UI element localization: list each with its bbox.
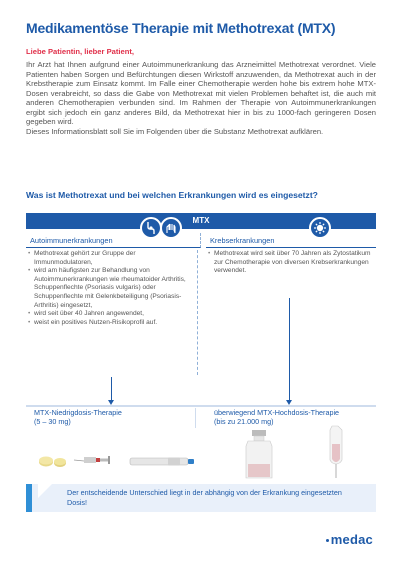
intro-paragraph-1: Ihr Arzt hat Ihnen aufgrund einer Autoimmunerkrankung das Arzneimittel Methotrexat verordnet. Viele Patienten haben Sorgen und Befürchtungen diesen Wirkstoff anzuwenden, da Methotrexat auch in der Krebstherapie zum Einsatz kommt. Im Falle einer Chemotherapie werden hohe bis extrem hohe MTX-Dosen verabreicht, so dass die Gabe von Methotrexat mit vielen Problemen behaftet ist, die auch mit anderen Chemotherapien verbunden sind. Im Rahmen der Therapie von Autoimmunerkrankungen ergibt sich jedoch ein ganz anderes Bild, da Methotrexat hier in bis zu 1000-fach geringeren Dosen gegeben wird. bbox=[26, 60, 376, 126]
intro-paragraph-2: Dieses Informationsblatt soll Sie im Folgenden über die Substanz Methotrexat aufklären. bbox=[26, 126, 324, 136]
key-difference-note bbox=[26, 484, 376, 512]
intro-text bbox=[26, 60, 376, 136]
autoimmune-point: • wird seit über 40 Jahren angewendet, bbox=[28, 310, 193, 319]
medac-logo bbox=[326, 532, 373, 547]
autoimmune-point: • Methotrexat gehört zur Gruppe der Immunmodulatoren, bbox=[28, 250, 193, 267]
logo-text: medac bbox=[330, 532, 373, 547]
therapy-divider bbox=[26, 405, 376, 407]
greeting: Liebe Patientin, lieber Patient, bbox=[26, 47, 135, 56]
product-illustrations bbox=[26, 424, 376, 480]
cancer-points bbox=[208, 250, 376, 276]
autoimmune-point: • wird am häufigsten zur Behandlung von Autoimmunerkrankungen wie rheumatoider Arthritis, Schuppenflechte (Psoriasis vulgaris) oder Schuppenflechte mit Gelenkbeteiligung (Psoriasis-Arthritis) eingesetzt, bbox=[28, 267, 193, 310]
mtx-label: MTX bbox=[192, 216, 210, 225]
section-question: Was ist Methotrexat und bei welchen Erkrankungen wird es eingesetzt? bbox=[26, 190, 318, 200]
low-dose-label: MTX-Niedrigdosis-Therapie bbox=[34, 408, 122, 417]
high-dose-range: (bis zu 21.000 mg) bbox=[214, 417, 274, 426]
arrow-left bbox=[111, 377, 112, 401]
vial-image bbox=[246, 430, 272, 478]
autoimmune-heading: Autoimmunerkrankungen bbox=[26, 233, 201, 248]
autoimmune-point: • weist ein positives Nutzen-Risikoprofil auf. bbox=[28, 319, 193, 328]
low-dose-range: (5 – 30 mg) bbox=[34, 417, 71, 426]
cancer-point: • Methotrexat wird seit über 70 Jahren als Zytostatikum zur Chemotherapie von diversen Krebserkrankungen verwendet. bbox=[208, 250, 376, 276]
cancer-heading: Krebserkrankungen bbox=[206, 233, 376, 248]
syringe-image bbox=[74, 456, 110, 464]
pen-image bbox=[130, 458, 194, 466]
note-corner-decoration bbox=[38, 484, 52, 498]
logo-dot bbox=[326, 539, 329, 542]
autoimmune-points bbox=[28, 250, 198, 375]
note-text: Der entscheidende Unterschied liegt in der abhängig von der Erkrankung eingesetzten Dosis! bbox=[67, 488, 342, 507]
high-dose-label: überwiegend MTX-Hochdosis-Therapie bbox=[214, 408, 340, 417]
tablets-image bbox=[39, 457, 66, 468]
arrow-right bbox=[289, 298, 290, 401]
page-title: Medikamentöse Therapie mit Methotrexat (MTX) bbox=[26, 20, 336, 36]
infusion-bag-image bbox=[330, 426, 342, 478]
